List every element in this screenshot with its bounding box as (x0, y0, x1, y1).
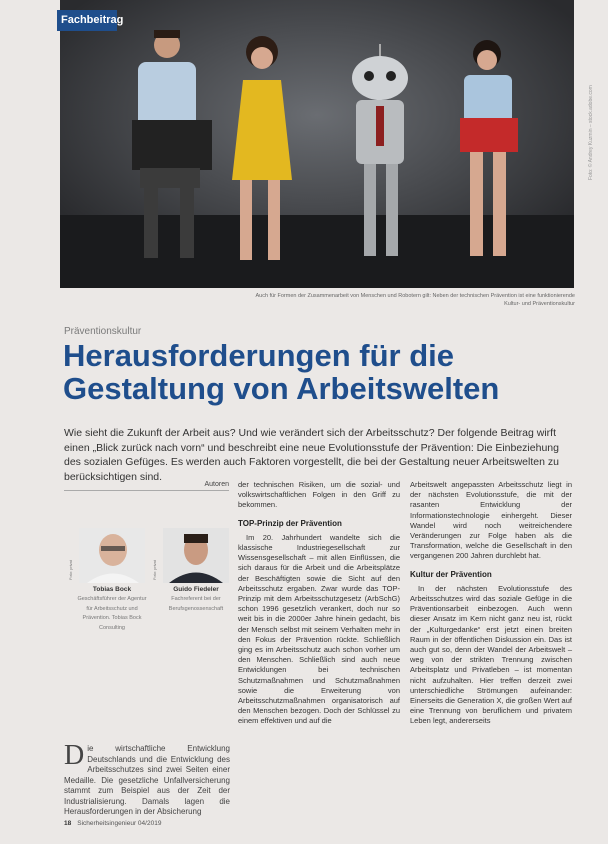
authors-label: Autoren (64, 481, 229, 491)
author-name-bock: Tobias Bock (92, 586, 132, 593)
column-2 (238, 480, 400, 729)
page-number: 18 (64, 820, 72, 827)
robot-and-people-illustration (60, 0, 574, 288)
subheading-kultur: Kultur der Prävention (410, 569, 492, 579)
author-photo-bock (79, 528, 145, 583)
author-photo-credit-bock: Foto: privat (68, 559, 73, 580)
lead-paragraph: Wie sieht die Zukunft der Arbeit aus? Und wie verändert sich der Arbeitsschutz? Der folgende Beitrag wirft einen „Blick zurück nach vorn“ und beschreibt eine neue Evolutionsstufe der Prävention: Die Einbeziehung des sozialen Gefüges. Es werden auch Faktoren vorgestellt, die bei der Gestaltung neuer Arbeitswelten zu berücksichtigen sind. (64, 427, 559, 483)
page-footer (64, 820, 161, 827)
headline: Herausforderungen für die Gestaltung von Arbeitswelten (63, 338, 500, 406)
author-name-fiedeler: Guido Fiedeler (173, 586, 219, 593)
author-bio-fiedeler: Fachreferent bei der Berufsgenossenschaft (168, 596, 224, 612)
header-photo (60, 0, 574, 288)
column-2-paragraph-2: Im 20. Jahrhundert wandelte sich die klassische Industriegesellschaft zur Wissensgesellschaft – mit allen Einflüssen, die sich daraus für die Arbeit und die Arbeitsplätze der Beschäftigten sowie die Sicht auf den Arbeitsschutz ergaben. Zwar wurde das TOP-Prinzip mit dem Arbeitsschutzgesetz (ArbSchG) schon 1996 gesetzlich verankert, doch nur so weit bis in die 2000er Jahre hinein gedacht, bis der Mensch selbst mit seinem Verhalten mehr in den Fokus der Prävention rückte. Schließlich ging es im Arbeitsschutz auch schon vorher um den Menschen. Schließlich sind auch neue Entwicklungen bei technischen Schutzmaßnahmen und Schutzmaßnahmen sowie die Erweiterung von Arbeitsschutzmaßnahmen organisatorisch auf den Menschen bezogen. Doch der Schlüssel zu einem effektiven und auf die (238, 532, 400, 726)
publication-name: Sicherheitsingenieur 04/2019 (77, 820, 162, 827)
column-2-paragraph-1: der technischen Risiken, um die sozial- und volkswirtschaftlichen Folgen in den Griff zu bekommen. (238, 480, 400, 510)
column-3 (410, 480, 572, 729)
intro-text: ie wirtschaftliche Entwicklung Deutschlands und die Entwicklung des Arbeitsschutzes sind zwei Seiten einer Medaille. Die gesetzliche Unfallversicherung stammt zum Beispiel aus der Zeit der Industrialisierung. Damals lagen die Herausforderungen in der Absicherung (64, 744, 230, 816)
column-3-paragraph-1: Arbeitswelt angepassten Arbeitsschutz liegt in der nächsten Evolutionsstufe, die mit der rasanten Entwicklung der Informationstechnologie einhergeht. Dieser Wandel wird noch weitreichendere Veränderungen zur Folge haben als die Transformation, welche die Gesellschaft in den vergangenen 200 Jahren durchlebt hat. (410, 480, 572, 561)
author-photo-credit-fiedeler: Foto: privat (152, 559, 157, 580)
dropcap: D (64, 740, 85, 771)
author-bio-bock: Geschäftsführer der Agentur für Arbeitsschutz und Prävention. Tobias Bock Consulting (77, 596, 147, 631)
subheading-top-prinzip: TOP-Prinzip der Prävention (238, 518, 342, 528)
photo-credit: Foto: © Andrey Kuzmin – stock.adobe.com (588, 85, 594, 180)
photo-caption: Auch für Formen der Zusammenarbeit von Menschen und Robotern gilt: Neben der technischen Prävention ist eine funktionierende Kultur- und Präventionskultur (255, 293, 575, 307)
section-tag: Fachbeitrag (57, 10, 117, 31)
kicker: Präventionskultur (64, 326, 142, 337)
author-photo-fiedeler (163, 528, 229, 583)
column-3-paragraph-2: In der nächsten Evolutionsstufe des Arbeitsschutzes wird das soziale Gefüge in die Präventionsarbeit einbezogen. Auch wenn dieser Ansatz im Kern nicht ganz neu ist, rückt der „Kulturgedanke“ erst jetzt einen breiten Raum in der öffentlichen Diskussion ein. Das ist auch gut so, denn der Wandel der Arbeitswelt – weg von der strikten Trennung zwischen Arbeitsplatz und Privatleben – ist momentan nicht aufzuhalten. Hier treffen derzeit zwei unterschiedliche Strömungen aufeinander: Einerseits die Generation X, die großen Wert auf eine Trennung von beruflichem und privatem Leben legt, andererseits (410, 583, 572, 726)
intro-paragraph (64, 740, 230, 818)
